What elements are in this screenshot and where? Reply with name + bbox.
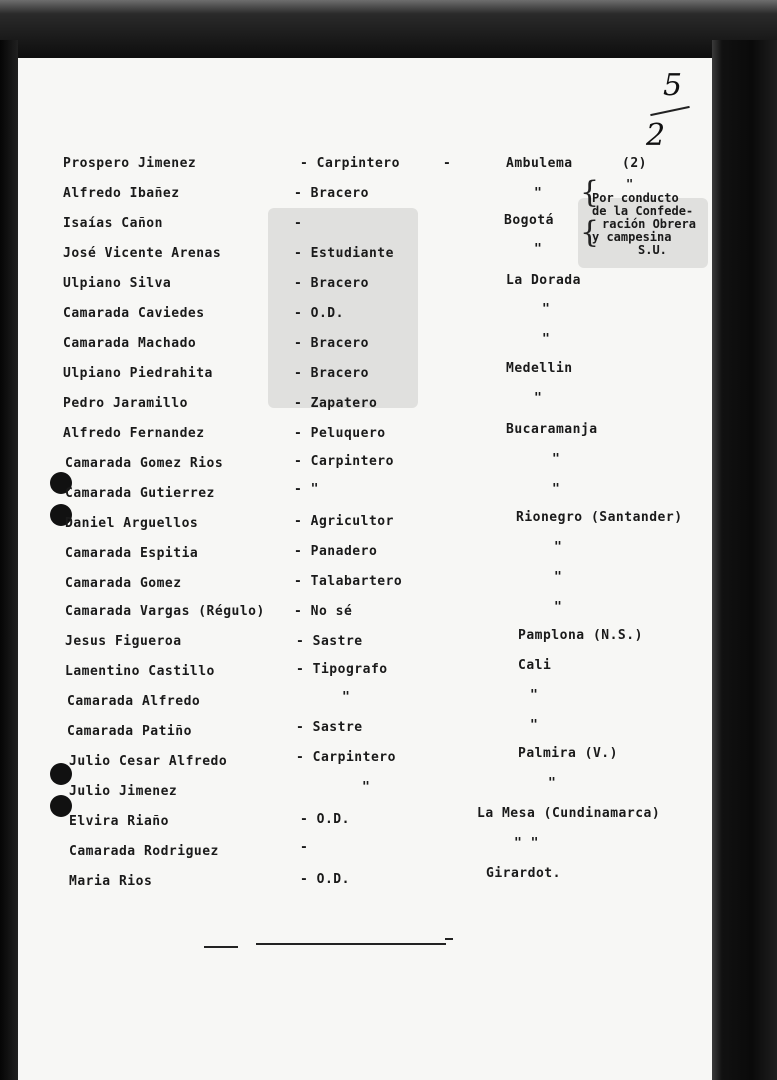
- side-note-line: Por conducto: [592, 191, 679, 205]
- row-name: Camarada Gutierrez: [65, 486, 215, 501]
- row-place: ": [530, 688, 539, 703]
- page-number-fraction-bar: [650, 106, 690, 116]
- row-name: Pedro Jaramillo: [63, 396, 188, 411]
- row-place: Bucaramanja: [506, 422, 598, 437]
- row-place: Girardot.: [486, 866, 561, 881]
- row-place: ": [552, 452, 561, 467]
- row-name: Elvira Riaño: [69, 814, 169, 829]
- row-trade: - Bracero: [294, 336, 369, 351]
- row-place: ": [542, 302, 551, 317]
- row-extra: (2): [622, 156, 647, 171]
- closing-rule-short: [204, 946, 238, 948]
- side-note-brace: {: [580, 215, 600, 250]
- row-name: Ulpiano Silva: [63, 276, 172, 291]
- row-separator: -: [443, 156, 452, 171]
- row-place: ": [554, 600, 563, 615]
- row-trade: - ": [294, 482, 319, 497]
- row-trade: - Bracero: [294, 276, 369, 291]
- row-name: José Vicente Arenas: [63, 246, 222, 261]
- row-trade: -: [294, 216, 303, 231]
- row-place: ": [554, 540, 563, 555]
- row-trade: - Panadero: [294, 544, 378, 559]
- closing-rule-tick: [445, 938, 453, 940]
- row-place: Bogotá: [504, 213, 554, 228]
- row-name: Camarada Alfredo: [67, 694, 201, 709]
- row-name: Alfredo Fernandez: [63, 426, 205, 441]
- scanner-right-edge: [712, 40, 777, 1080]
- row-name: Julio Jimenez: [69, 784, 178, 799]
- side-note-line: ración Obrera: [602, 217, 696, 231]
- row-name: Camarada Machado: [63, 336, 197, 351]
- row-name: Prospero Jimenez: [63, 156, 197, 171]
- row-trade: -: [300, 840, 309, 855]
- row-name: Maria Rios: [69, 874, 153, 889]
- row-trade: ": [362, 780, 371, 795]
- row-trade: - Sastre: [296, 634, 363, 649]
- row-name: Camarada Gomez Rios: [65, 456, 224, 471]
- row-place: Cali: [518, 658, 552, 673]
- row-place: ": [552, 482, 561, 497]
- row-name: Alfredo Ibañez: [63, 186, 180, 201]
- page-number-top: 5: [663, 68, 683, 103]
- row-trade: - Carpintero: [300, 156, 400, 171]
- row-place: ": [534, 186, 543, 201]
- row-name: Isaías Cañon: [63, 216, 163, 231]
- scanner-left-edge: [0, 40, 18, 1080]
- row-trade: - Sastre: [296, 720, 363, 735]
- closing-rule-long: [256, 943, 446, 945]
- row-trade: - Zapatero: [294, 396, 378, 411]
- row-name: Camarada Gomez: [65, 576, 182, 591]
- row-trade: - Estudiante: [294, 246, 394, 261]
- row-trade: - Carpintero: [296, 750, 396, 765]
- row-name: Camarada Rodriguez: [69, 844, 219, 859]
- row-name: Camarada Vargas (Régulo): [65, 604, 265, 619]
- row-place: Pamplona (N.S.): [518, 628, 643, 643]
- row-trade: - Bracero: [294, 366, 369, 381]
- row-trade: - Peluquero: [294, 426, 386, 441]
- row-place: Medellin: [506, 361, 573, 376]
- row-name: Camarada Caviedes: [63, 306, 205, 321]
- document-page: [18, 58, 712, 1080]
- side-note-line: y campesina: [592, 230, 672, 244]
- row-name: Ulpiano Piedrahita: [63, 366, 213, 381]
- row-name: Camarada Patiño: [67, 724, 192, 739]
- row-name: Lamentino Castillo: [65, 664, 215, 679]
- row-name: Julio Cesar Alfredo: [69, 754, 228, 769]
- row-place: La Dorada: [506, 273, 581, 288]
- row-place: ": [530, 718, 539, 733]
- row-place: " ": [514, 836, 539, 851]
- scanner-top-band: [0, 0, 777, 60]
- row-trade: - O.D.: [294, 306, 344, 321]
- row-trade: - Carpintero: [294, 454, 394, 469]
- row-place: Ambulema: [506, 156, 573, 171]
- row-trade: - O.D.: [300, 872, 350, 887]
- side-note-line: S.U.: [638, 243, 667, 257]
- row-place: ": [548, 776, 557, 791]
- side-note-brace: {: [580, 175, 600, 210]
- row-trade: - Bracero: [294, 186, 369, 201]
- row-trade: - Talabartero: [294, 574, 403, 589]
- row-trade: - O.D.: [300, 812, 350, 827]
- row-trade: - Tipografo: [296, 662, 388, 677]
- row-name: Jesus Figueroa: [65, 634, 182, 649]
- row-place: ": [534, 242, 543, 257]
- row-place: La Mesa (Cundinamarca): [477, 806, 661, 821]
- side-note-ditto: ": [626, 177, 634, 191]
- row-place: ": [534, 391, 543, 406]
- side-note-line: de la Confede-: [592, 204, 694, 218]
- row-place: ": [542, 332, 551, 347]
- row-place: Rionegro (Santander): [516, 510, 683, 525]
- row-name: Camarada Espitia: [65, 546, 199, 561]
- row-trade: - No sé: [294, 604, 353, 619]
- page-number-bottom: 2: [646, 118, 666, 153]
- row-name: Daniel Arguellos: [65, 516, 199, 531]
- row-place: Palmira (V.): [518, 746, 618, 761]
- row-trade: ": [342, 690, 351, 705]
- row-trade: - Agricultor: [294, 514, 394, 529]
- row-place: ": [554, 570, 563, 585]
